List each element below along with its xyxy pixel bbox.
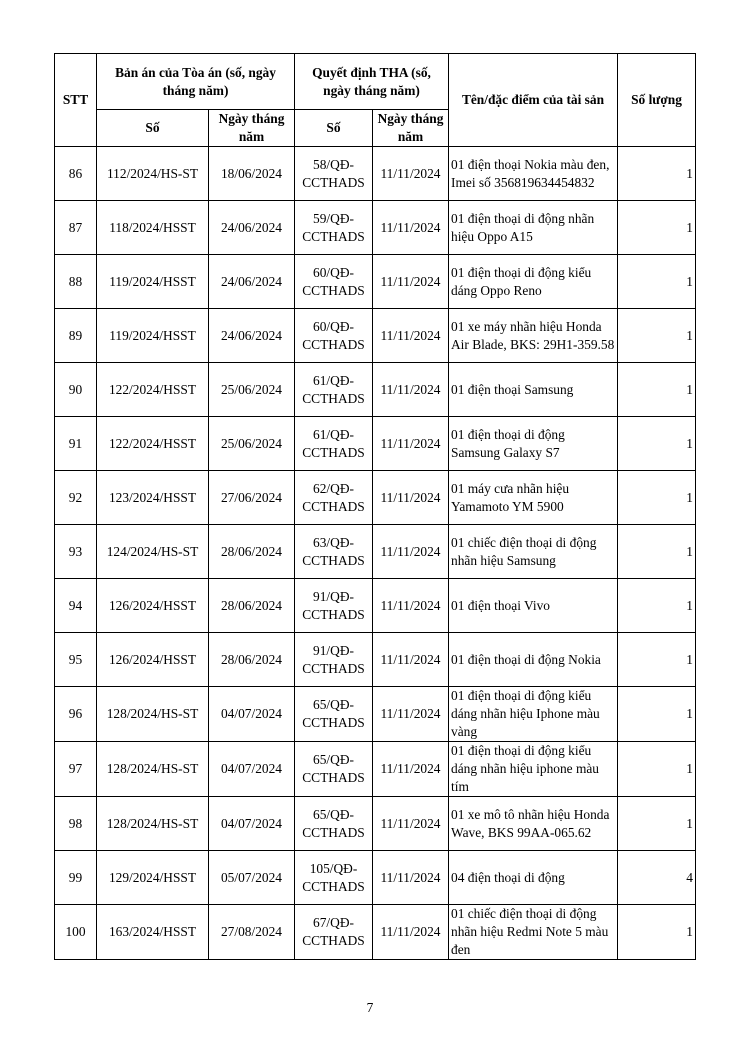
row-ban-an-so: 122/2024/HSST xyxy=(97,363,209,417)
row-qd-so: 105/QĐ-CCTHADS xyxy=(295,851,373,905)
table-row xyxy=(55,905,696,960)
row-tai-san: 01 điện thoại Vivo xyxy=(449,579,618,633)
row-ban-an-so: 128/2024/HS-ST xyxy=(97,797,209,851)
row-qd-so: 60/QĐ-CCTHADS xyxy=(295,309,373,363)
row-ban-an-so: 126/2024/HSST xyxy=(97,579,209,633)
row-tai-san: 01 điện thoại di động Samsung Galaxy S7 xyxy=(449,417,618,471)
row-so-luong: 1 xyxy=(618,687,696,742)
table-row xyxy=(55,742,696,797)
row-ban-an-ngay: 18/06/2024 xyxy=(209,147,295,201)
row-tai-san: 01 xe mô tô nhãn hiệu Honda Wave, BKS 99AA-065.62 xyxy=(449,797,618,851)
row-so-luong: 1 xyxy=(618,579,696,633)
row-so-luong: 1 xyxy=(618,742,696,797)
row-qd-ngay: 11/11/2024 xyxy=(373,363,449,417)
row-qd-so: 63/QĐ-CCTHADS xyxy=(295,525,373,579)
row-so-luong: 1 xyxy=(618,201,696,255)
row-ban-an-so: 128/2024/HS-ST xyxy=(97,742,209,797)
row-qd-ngay: 11/11/2024 xyxy=(373,851,449,905)
table-row xyxy=(55,363,696,417)
row-ban-an-so: 126/2024/HSST xyxy=(97,633,209,687)
header-stt: STT xyxy=(55,54,97,147)
row-ban-an-so: 119/2024/HSST xyxy=(97,255,209,309)
row-stt: 99 xyxy=(55,851,97,905)
row-qd-ngay: 11/11/2024 xyxy=(373,797,449,851)
row-ban-an-ngay: 28/06/2024 xyxy=(209,579,295,633)
row-ban-an-so: 112/2024/HS-ST xyxy=(97,147,209,201)
row-qd-ngay: 11/11/2024 xyxy=(373,905,449,960)
row-qd-so: 59/QĐ-CCTHADS xyxy=(295,201,373,255)
row-qd-so: 58/QĐ-CCTHADS xyxy=(295,147,373,201)
asset-table xyxy=(54,53,696,960)
row-qd-so: 60/QĐ-CCTHADS xyxy=(295,255,373,309)
row-qd-so: 65/QĐ-CCTHADS xyxy=(295,742,373,797)
row-tai-san: 01 điện thoại di động nhãn hiệu Oppo A15 xyxy=(449,201,618,255)
row-qd-so: 91/QĐ-CCTHADS xyxy=(295,633,373,687)
row-ban-an-ngay: 24/06/2024 xyxy=(209,255,295,309)
table-row xyxy=(55,309,696,363)
row-ban-an-ngay: 27/08/2024 xyxy=(209,905,295,960)
row-stt: 91 xyxy=(55,417,97,471)
row-so-luong: 1 xyxy=(618,255,696,309)
row-ban-an-ngay: 04/07/2024 xyxy=(209,687,295,742)
row-ban-an-ngay: 27/06/2024 xyxy=(209,471,295,525)
header-ten-tai-san: Tên/đặc điểm của tài sản xyxy=(449,54,618,147)
page-number: 7 xyxy=(366,1000,374,1015)
table-row xyxy=(55,851,696,905)
row-ban-an-so: 124/2024/HS-ST xyxy=(97,525,209,579)
row-ban-an-ngay: 04/07/2024 xyxy=(209,797,295,851)
row-ban-an-ngay: 28/06/2024 xyxy=(209,525,295,579)
row-so-luong: 1 xyxy=(618,633,696,687)
row-stt: 87 xyxy=(55,201,97,255)
row-qd-ngay: 11/11/2024 xyxy=(373,579,449,633)
row-qd-ngay: 11/11/2024 xyxy=(373,255,449,309)
row-tai-san: 01 điện thoại di động Nokia xyxy=(449,633,618,687)
row-so-luong: 1 xyxy=(618,525,696,579)
row-tai-san: 01 điện thoại di động kiểu dáng Oppo Reno xyxy=(449,255,618,309)
row-tai-san: 01 chiếc điện thoại di động nhãn hiệu Samsung xyxy=(449,525,618,579)
row-tai-san: 01 điện thoại di động kiểu dáng nhãn hiệu iphone màu tím xyxy=(449,742,618,797)
row-ban-an-so: 129/2024/HSST xyxy=(97,851,209,905)
header-so-qd: Số xyxy=(295,110,373,147)
row-stt: 90 xyxy=(55,363,97,417)
table-row xyxy=(55,797,696,851)
row-qd-ngay: 11/11/2024 xyxy=(373,471,449,525)
row-ban-an-ngay: 05/07/2024 xyxy=(209,851,295,905)
row-tai-san: 01 xe máy nhãn hiệu Honda Air Blade, BKS: 29H1-359.58 xyxy=(449,309,618,363)
row-ban-an-so: 163/2024/HSST xyxy=(97,905,209,960)
row-qd-so: 91/QĐ-CCTHADS xyxy=(295,579,373,633)
row-so-luong: 1 xyxy=(618,417,696,471)
row-ban-an-so: 118/2024/HSST xyxy=(97,201,209,255)
row-qd-ngay: 11/11/2024 xyxy=(373,525,449,579)
row-so-luong: 1 xyxy=(618,797,696,851)
table-row xyxy=(55,579,696,633)
row-ban-an-so: 123/2024/HSST xyxy=(97,471,209,525)
row-tai-san: 01 chiếc điện thoại di động nhãn hiệu Redmi Note 5 màu đen xyxy=(449,905,618,960)
table-row xyxy=(55,147,696,201)
row-tai-san: 01 máy cưa nhãn hiệu Yamamoto YM 5900 xyxy=(449,471,618,525)
table-row xyxy=(55,633,696,687)
header-quyet-dinh: Quyết định THA (số, ngày tháng năm) xyxy=(295,54,449,110)
row-qd-ngay: 11/11/2024 xyxy=(373,633,449,687)
row-so-luong: 1 xyxy=(618,309,696,363)
row-qd-so: 67/QĐ-CCTHADS xyxy=(295,905,373,960)
table-row xyxy=(55,201,696,255)
row-qd-ngay: 11/11/2024 xyxy=(373,687,449,742)
row-ban-an-ngay: 24/06/2024 xyxy=(209,309,295,363)
header-so-luong: Số lượng xyxy=(618,54,696,147)
row-stt: 96 xyxy=(55,687,97,742)
row-ban-an-ngay: 24/06/2024 xyxy=(209,201,295,255)
table-row xyxy=(55,255,696,309)
row-ban-an-so: 128/2024/HS-ST xyxy=(97,687,209,742)
row-qd-ngay: 11/11/2024 xyxy=(373,742,449,797)
row-ban-an-so: 119/2024/HSST xyxy=(97,309,209,363)
row-stt: 100 xyxy=(55,905,97,960)
row-stt: 95 xyxy=(55,633,97,687)
row-qd-so: 65/QĐ-CCTHADS xyxy=(295,687,373,742)
row-qd-so: 65/QĐ-CCTHADS xyxy=(295,797,373,851)
row-ban-an-ngay: 25/06/2024 xyxy=(209,363,295,417)
row-tai-san: 01 điện thoại Nokia màu đen, Imei số 356819634454832 xyxy=(449,147,618,201)
row-ban-an-ngay: 04/07/2024 xyxy=(209,742,295,797)
row-tai-san: 04 điện thoại di động xyxy=(449,851,618,905)
row-qd-ngay: 11/11/2024 xyxy=(373,147,449,201)
row-stt: 93 xyxy=(55,525,97,579)
row-so-luong: 1 xyxy=(618,147,696,201)
row-qd-ngay: 11/11/2024 xyxy=(373,309,449,363)
header-ngay-thang-nam-qd: Ngày tháng năm xyxy=(373,110,449,147)
header-so: Số xyxy=(97,110,209,147)
row-stt: 89 xyxy=(55,309,97,363)
row-stt: 94 xyxy=(55,579,97,633)
table-row xyxy=(55,417,696,471)
row-qd-ngay: 11/11/2024 xyxy=(373,201,449,255)
row-ban-an-ngay: 25/06/2024 xyxy=(209,417,295,471)
row-so-luong: 1 xyxy=(618,363,696,417)
row-tai-san: 01 điện thoại di động kiểu dáng nhãn hiệu Iphone màu vàng xyxy=(449,687,618,742)
row-qd-so: 61/QĐ-CCTHADS xyxy=(295,417,373,471)
row-ban-an-ngay: 28/06/2024 xyxy=(209,633,295,687)
row-so-luong: 1 xyxy=(618,471,696,525)
row-ban-an-so: 122/2024/HSST xyxy=(97,417,209,471)
header-ngay-thang-nam: Ngày tháng năm xyxy=(209,110,295,147)
row-tai-san: 01 điện thoại Samsung xyxy=(449,363,618,417)
row-qd-so: 61/QĐ-CCTHADS xyxy=(295,363,373,417)
table-row xyxy=(55,525,696,579)
row-qd-ngay: 11/11/2024 xyxy=(373,417,449,471)
row-stt: 86 xyxy=(55,147,97,201)
table-row xyxy=(55,471,696,525)
row-stt: 97 xyxy=(55,742,97,797)
row-stt: 98 xyxy=(55,797,97,851)
table-row xyxy=(55,687,696,742)
row-stt: 92 xyxy=(55,471,97,525)
row-so-luong: 4 xyxy=(618,851,696,905)
header-ban-an: Bản án của Tòa án (số, ngày tháng năm) xyxy=(97,54,295,110)
table-body xyxy=(55,147,696,960)
row-stt: 88 xyxy=(55,255,97,309)
row-qd-so: 62/QĐ-CCTHADS xyxy=(295,471,373,525)
row-so-luong: 1 xyxy=(618,905,696,960)
